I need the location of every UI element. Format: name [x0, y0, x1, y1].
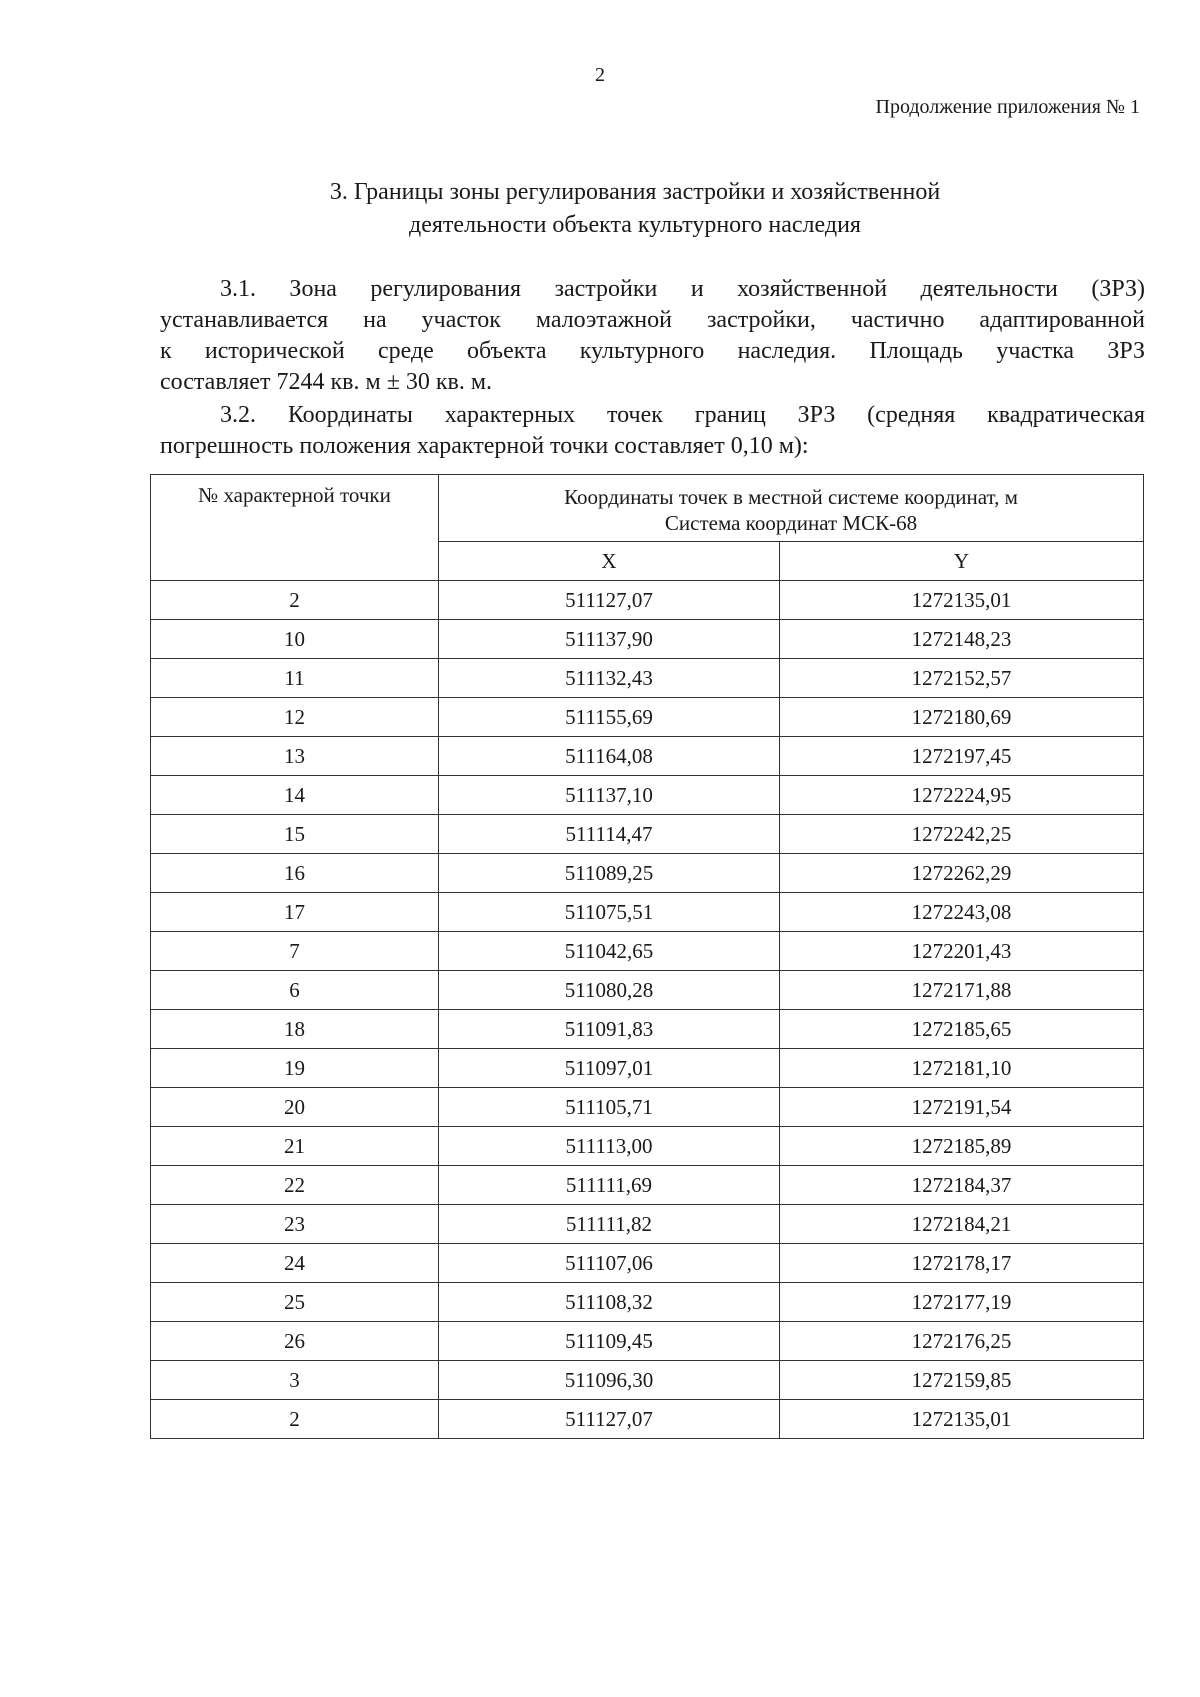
table-row: [151, 1283, 1144, 1322]
cell-y: 1272184,21: [780, 1205, 1144, 1244]
header-x: X: [439, 542, 780, 581]
cell-point: 2: [151, 1400, 439, 1439]
cell-y: 1272185,65: [780, 1010, 1144, 1049]
table-row: [151, 620, 1144, 659]
table-row: [151, 1127, 1144, 1166]
cell-x: 511113,00: [439, 1127, 780, 1166]
paragraph-line: к исторической среде объекта культурного наследия. Площадь участка ЗРЗ: [160, 338, 1145, 364]
cell-y: 1272148,23: [780, 620, 1144, 659]
paragraph-line: погрешность положения характерной точки составляет 0,10 м):: [160, 433, 809, 459]
header-group-line-2: Система координат МСК-68: [664, 511, 918, 535]
cell-point: 15: [151, 815, 439, 854]
header-point-number: № характерной точки: [151, 475, 439, 581]
cell-y: 1272176,25: [780, 1322, 1144, 1361]
cell-point: 6: [151, 971, 439, 1010]
table-row: [151, 1049, 1144, 1088]
cell-x: 511075,51: [439, 893, 780, 932]
cell-point: 13: [151, 737, 439, 776]
paragraph-3-1: [160, 274, 1145, 398]
cell-x: 511164,08: [439, 737, 780, 776]
coordinates-table-body: [151, 581, 1144, 1439]
cell-x: 511096,30: [439, 1361, 780, 1400]
paragraph-line: устанавливается на участок малоэтажной застройки, частично адаптированной: [160, 307, 1145, 333]
table-row: [151, 1166, 1144, 1205]
table-row: [151, 1361, 1144, 1400]
table-row: [151, 698, 1144, 737]
paragraph-line: составляет 7244 кв. м ± 30 кв. м.: [160, 369, 493, 395]
cell-point: 18: [151, 1010, 439, 1049]
cell-x: 511137,10: [439, 776, 780, 815]
cell-y: 1272262,29: [780, 854, 1144, 893]
section-title-line-1: 3. Границы зоны регулирования застройки и хозяйственной: [329, 179, 941, 205]
table-row: [151, 1322, 1144, 1361]
cell-x: 511042,65: [439, 932, 780, 971]
cell-y: 1272224,95: [780, 776, 1144, 815]
cell-y: 1272177,19: [780, 1283, 1144, 1322]
table-row: [151, 776, 1144, 815]
cell-y: 1272197,45: [780, 737, 1144, 776]
cell-x: 511155,69: [439, 698, 780, 737]
cell-point: 3: [151, 1361, 439, 1400]
cell-y: 1272152,57: [780, 659, 1144, 698]
cell-x: 511097,01: [439, 1049, 780, 1088]
cell-point: 21: [151, 1127, 439, 1166]
table-row: [151, 659, 1144, 698]
cell-x: 511114,47: [439, 815, 780, 854]
coordinates-table: [150, 474, 1144, 1439]
table-row: [151, 893, 1144, 932]
cell-y: 1272178,17: [780, 1244, 1144, 1283]
cell-x: 511111,82: [439, 1205, 780, 1244]
header-y: Y: [780, 542, 1144, 581]
cell-y: 1272171,88: [780, 971, 1144, 1010]
cell-y: 1272191,54: [780, 1088, 1144, 1127]
table-row: [151, 737, 1144, 776]
cell-point: 2: [151, 581, 439, 620]
table-row: [151, 1205, 1144, 1244]
header-coordinates-group: [439, 475, 1144, 542]
cell-point: 25: [151, 1283, 439, 1322]
cell-x: 511080,28: [439, 971, 780, 1010]
cell-point: 7: [151, 932, 439, 971]
cell-x: 511091,83: [439, 1010, 780, 1049]
cell-y: 1272243,08: [780, 893, 1144, 932]
table-row: [151, 932, 1144, 971]
header-group-line-1: Координаты точек в местной системе координат, м: [564, 485, 1018, 509]
cell-x: 511137,90: [439, 620, 780, 659]
cell-x: 511107,06: [439, 1244, 780, 1283]
cell-y: 1272135,01: [780, 1400, 1144, 1439]
section-title: [160, 176, 1110, 242]
paragraph-line: 3.1. Зона регулирования застройки и хозяйственной деятельности (ЗРЗ): [220, 276, 1145, 302]
table-row: [151, 854, 1144, 893]
cell-point: 17: [151, 893, 439, 932]
table-row: [151, 1088, 1144, 1127]
cell-point: 14: [151, 776, 439, 815]
table-row: [151, 1400, 1144, 1439]
appendix-note: Продолжение приложения № 1: [875, 96, 1140, 118]
paragraph-3-2: [160, 400, 1145, 462]
cell-point: 16: [151, 854, 439, 893]
cell-x: 511127,07: [439, 1400, 780, 1439]
paragraph-line: 3.2. Координаты характерных точек границ ЗРЗ (средняя квадратическая: [220, 402, 1145, 428]
cell-x: 511089,25: [439, 854, 780, 893]
cell-y: 1272180,69: [780, 698, 1144, 737]
cell-x: 511108,32: [439, 1283, 780, 1322]
table-row: [151, 815, 1144, 854]
cell-x: 511105,71: [439, 1088, 780, 1127]
cell-y: 1272135,01: [780, 581, 1144, 620]
cell-point: 26: [151, 1322, 439, 1361]
cell-point: 24: [151, 1244, 439, 1283]
cell-point: 10: [151, 620, 439, 659]
cell-y: 1272159,85: [780, 1361, 1144, 1400]
cell-x: 511127,07: [439, 581, 780, 620]
cell-point: 20: [151, 1088, 439, 1127]
cell-point: 11: [151, 659, 439, 698]
cell-point: 23: [151, 1205, 439, 1244]
table-row: [151, 581, 1144, 620]
cell-y: 1272242,25: [780, 815, 1144, 854]
cell-point: 12: [151, 698, 439, 737]
cell-x: 511111,69: [439, 1166, 780, 1205]
cell-x: 511132,43: [439, 659, 780, 698]
table-row: [151, 971, 1144, 1010]
table-row: [151, 1010, 1144, 1049]
cell-point: 19: [151, 1049, 439, 1088]
cell-y: 1272181,10: [780, 1049, 1144, 1088]
page-number: 2: [595, 64, 605, 86]
cell-y: 1272185,89: [780, 1127, 1144, 1166]
section-title-line-2: деятельности объекта культурного наследия: [409, 212, 861, 238]
cell-x: 511109,45: [439, 1322, 780, 1361]
cell-y: 1272184,37: [780, 1166, 1144, 1205]
cell-y: 1272201,43: [780, 932, 1144, 971]
table-row: [151, 1244, 1144, 1283]
cell-point: 22: [151, 1166, 439, 1205]
